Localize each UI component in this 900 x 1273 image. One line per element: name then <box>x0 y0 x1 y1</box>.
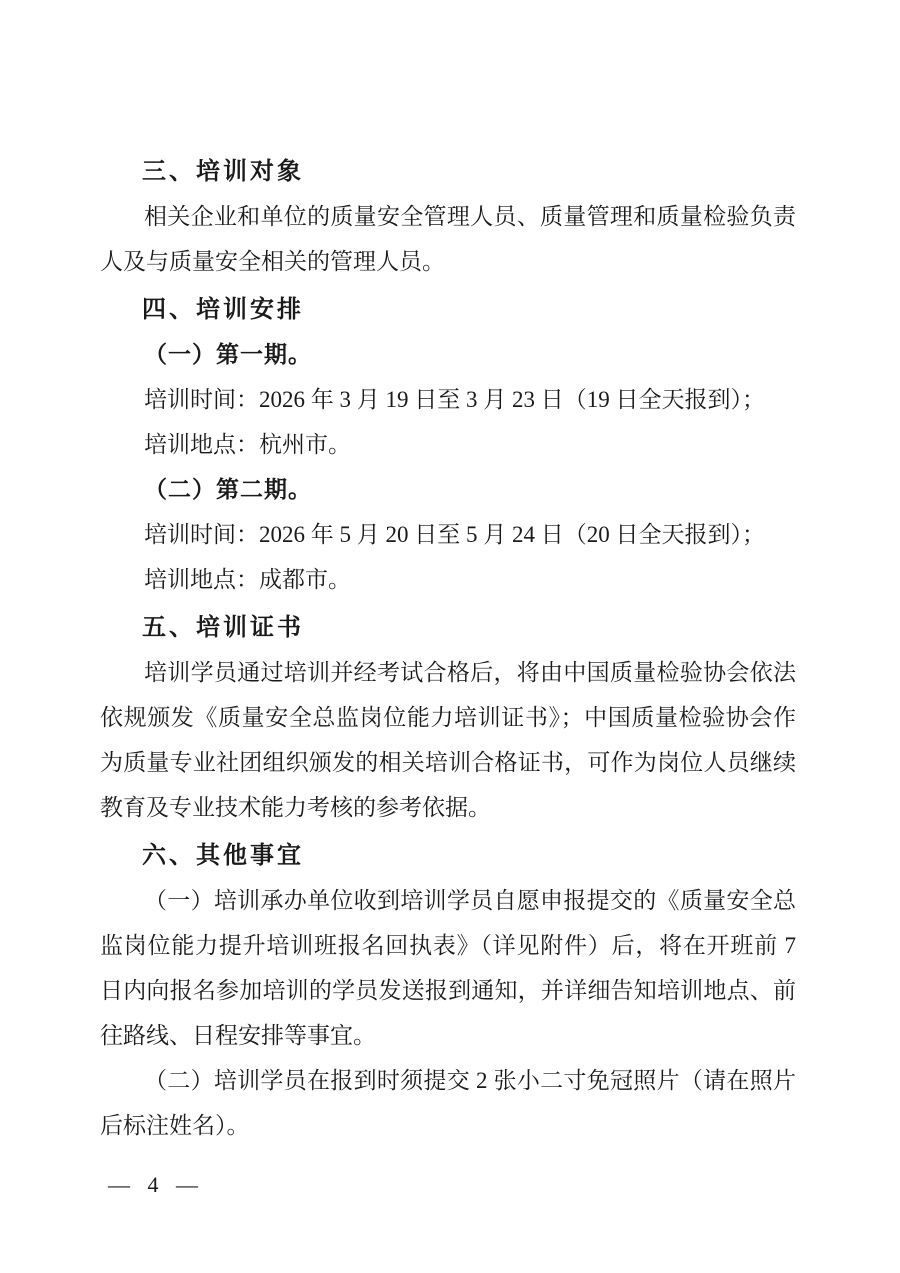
paragraph-other-matters-1: （一）培训承办单位收到培训学员自愿申报提交的《质量安全总监岗位能力提升培训班报名回执表》（详见附件）后，将在开班前 7 日内向报名参加培训的学员发送报到通知，并详细告知培训地点、前往路线、日程安排等事宜。 <box>100 888 796 1048</box>
section-heading-training-audience: 三、培训对象 <box>142 158 304 185</box>
section-heading-other-matters: 六、其他事宜 <box>142 842 304 869</box>
subheading-session-1: （一）第一期。 <box>144 342 312 367</box>
paragraph-training-audience: 相关企业和单位的质量安全管理人员、质量管理和质量检验负责人及与质量安全相关的管理人员。 <box>100 204 796 274</box>
line-session-2-time: 培训时间：2026 年 5 月 20 日至 5 月 24 日（20 日全天报到）； <box>144 522 765 547</box>
subheading-session-2: （二）第二期。 <box>144 477 312 502</box>
section-heading-training-certificate: 五、培训证书 <box>142 614 304 641</box>
line-session-1-location: 培训地点：杭州市。 <box>144 432 351 457</box>
line-session-1-time: 培训时间：2026 年 3 月 19 日至 3 月 23 日（19 日全天报到）； <box>144 387 765 412</box>
paragraph-other-matters-2: （二）培训学员在报到时须提交 2 张小二寸免冠照片（请在照片后标注姓名）。 <box>100 1068 796 1138</box>
page-number: — 4 — <box>108 1172 200 1197</box>
paragraph-training-certificate: 培训学员通过培训并经考试合格后，将由中国质量检验协会依法依规颁发《质量安全总监岗位能力培训证书》；中国质量检验协会作为质量专业社团组织颁发的相关培训合格证书，可作为岗位人员继续教育及专业技术能力考核的参考依据。 <box>100 660 796 820</box>
document-content <box>100 149 796 1148</box>
line-session-2-location: 培训地点：成都市。 <box>144 567 351 592</box>
section-heading-training-schedule: 四、培训安排 <box>142 296 304 323</box>
